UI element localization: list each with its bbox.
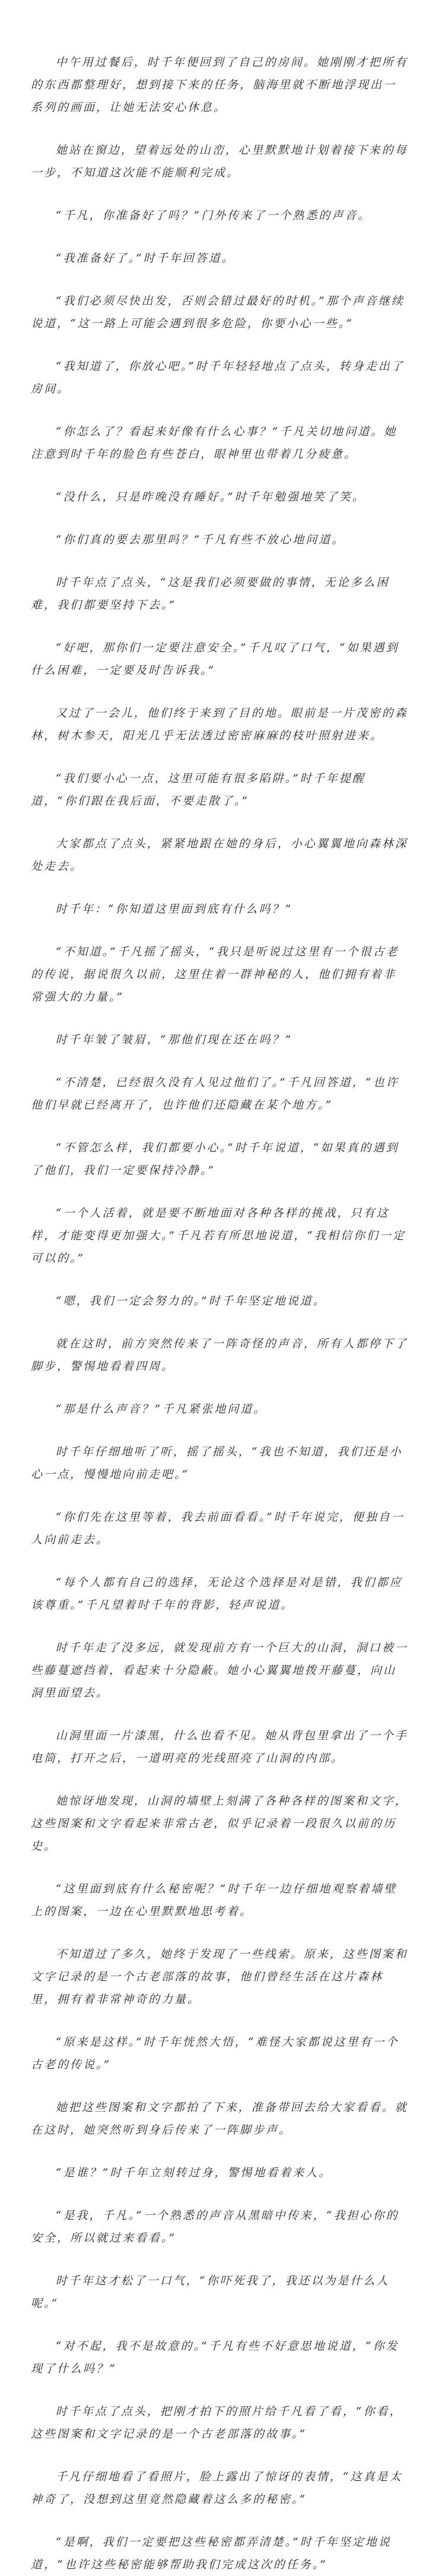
paragraph: “一个人活着，就是要不断地面对各种各样的挑战，只有这样，才能变得更加强大。”千凡若有所思地说道，“我相信你们一定可以的。” — [31, 1207, 406, 1265]
paragraph: “是谁？”时千年立刻转过身，警惕地看着来人。 — [55, 2166, 332, 2179]
paragraph: “那是什么声音？”千凡紧张地问道。 — [55, 1403, 267, 1416]
paragraph: 时千年：“你知道这里面到底有什么吗？” — [55, 903, 293, 916]
paragraph: 她把这些图案和文字都拍了下来，准备带回去给大家看看。就在这时，她突然听到身后传来了一阵脚步声。 — [31, 2101, 408, 2137]
paragraph: “好吧，那你们一定要注意安全。”千凡叹了口气，“如果遇到什么困难，一定要及时告诉我。” — [31, 641, 399, 677]
paragraph: 又过了一会儿，他们终于来到了目的地。眼前是一片茂密的森林，树木参天，阳光几乎无法透过密密麻麻的枝叶照射进来。 — [31, 707, 408, 742]
paragraph: “不清楚，已经很久没有人见过他们了。”千凡回答道，“也许他们早就已经离开了，也许他们还隐藏在某个地方。” — [31, 1076, 399, 1112]
paragraph: “这里面到底有什么秘密呢？”时千年一边仔细地观察着墙壁上的图案，一边在心里默默地思考着。 — [31, 1882, 397, 1918]
paragraph: 时千年皱了皱眉，“那他们现在还在吗？” — [55, 1033, 293, 1046]
paragraph: “每个人都有自己的选择，无论这个选择是对是错，我们都应该尊重。”千凡望着时千年的背影，轻声说道。 — [31, 1576, 403, 1612]
paragraph: “对不起，我不是故意的。”千凡有些不好意思地说道，“你发现了什么吗？” — [31, 2340, 399, 2375]
paragraph: “是我，千凡。”一个熟悉的声音从黑暗中传来，“我担心你的安全，所以就过来看看。” — [31, 2209, 399, 2245]
paragraph: “你们先在这里等着，我去前面看看。”时千年说完，便独自一人向前走去。 — [31, 1511, 405, 1546]
paragraph: 就在这时，前方突然传来了一阵奇怪的声音，所有人都停下了脚步，警惕地看着四周。 — [31, 1337, 408, 1373]
paragraph: “不管怎么样，我们都要小心。”时千年说道，“如果真的遇到了他们，我们一定要保持冷静。” — [31, 1141, 399, 1177]
paragraph: 中午用过餐后，时千年便回到了自己的房间。她刚刚才把所有的东西都整理好，想到接下来的任务，脑海里就不断地浮现出一系列的画面，让她无法安心休息。 — [31, 56, 408, 114]
paragraph: “不知道。”千凡摇了摇头，“我只是听说过这里有一个很古老的传说，据说很久以前，这里住着一群神秘的人，他们拥有着非常强大的力量。” — [31, 945, 399, 1004]
paragraph: “原来是这样。”时千年恍然大悟，“难怪大家都说这里有一个古老的传说。” — [31, 2036, 399, 2071]
paragraph: “嗯，我们一定会努力的。”时千年坚定地说道。 — [55, 1295, 326, 1308]
paragraph: 时千年点了点头，把刚才拍下的照片给千凡看了看，“你看，这些图案和文字记录的是一个古老部落的故事。” — [31, 2405, 403, 2441]
paragraph: 山洞里面一片漆黑，什么也看不见。她从背包里拿出了一个手电筒，打开之后，一道明亮的光线照亮了山洞的内部。 — [31, 1729, 408, 1765]
paragraph: 她站在窗边，望着远处的山峦，心里默默地计划着接下来的每一步，不知道这次能不能顺利完成。 — [31, 144, 408, 179]
paragraph: 时千年点了点头，“这是我们必须要做的事情，无论多么困难，我们都要坚持下去。” — [31, 576, 390, 612]
paragraph: “我准备好了。”时千年回答道。 — [55, 252, 235, 265]
paragraph: 时千年这才松了一口气，“你吓死我了，我还以为是什么人呢。” — [31, 2274, 390, 2310]
paragraph: “没什么，只是昨晚没有睡好。”时千年勉强地笑了笑。 — [55, 490, 365, 504]
paragraph: “我们要小心一点，这里可能有很多陷阱。”时千年提醒道，“你们跟在我后面，不要走散了。” — [31, 772, 365, 808]
paragraph: “我知道了，你放心吧。”时千年轻轻地点了点头，转身走出了房间。 — [31, 360, 405, 395]
paragraph: 时千年走了没多远，就发现前方有一个巨大的山洞，洞口被一些藤蔓遮挡着，看起来十分隐蔽。她小心翼翼地拨开藤蔓，向山洞里面望去。 — [31, 1641, 408, 1700]
paragraph: “你怎么了？看起来好像有什么心事？”千凡关切地问道。她注意到时千年的脸色有些苍白，眼神里也带着几分疲惫。 — [31, 425, 397, 461]
paragraph: “是啊，我们一定要把这些秘密都弄清楚。”时千年坚定地说道，“也许这些秘密能够帮助我们完成这次的任务。” — [31, 2536, 392, 2571]
paragraph: 大家都点了点头，紧紧地跟在她的身后，小心翼翼地向森林深处走去。 — [31, 837, 408, 873]
paragraph: 时千年仔细地听了听，摇了摇头，“我也不知道，我们还是小心一点，慢慢地向前走吧。” — [31, 1445, 403, 1481]
paragraph: “你们真的要去那里吗？”千凡有些不放心地问道。 — [55, 533, 345, 546]
paragraph: “千凡，你准备好了吗？”门外传来了一个熟悉的声音。 — [55, 209, 371, 222]
paragraph: “我们必须尽快出发，否则会错过最好的时机。”那个声音继续说道，“这一路上可能会遇到很多危险，你要小心一些。” — [31, 295, 405, 330]
paragraph: 不知道过了多久，她终于发现了一些线索。原来，这些图案和文字记录的是一个古老部落的故事，他们曾经生活在这片森林里，拥有着非常神奇的力量。 — [31, 1948, 408, 2006]
paragraph: 她惊讶地发现，山洞的墙壁上刻满了各种各样的图案和文字，这些图案和文字看起来非常古老，似乎记录着一段很久以前的历史。 — [31, 1795, 408, 1853]
paragraph: 千凡仔细地看了看照片，脸上露出了惊讶的表情，“这真是太神奇了，没想到这里竟然隐藏着这么多的秘密。” — [31, 2470, 403, 2506]
